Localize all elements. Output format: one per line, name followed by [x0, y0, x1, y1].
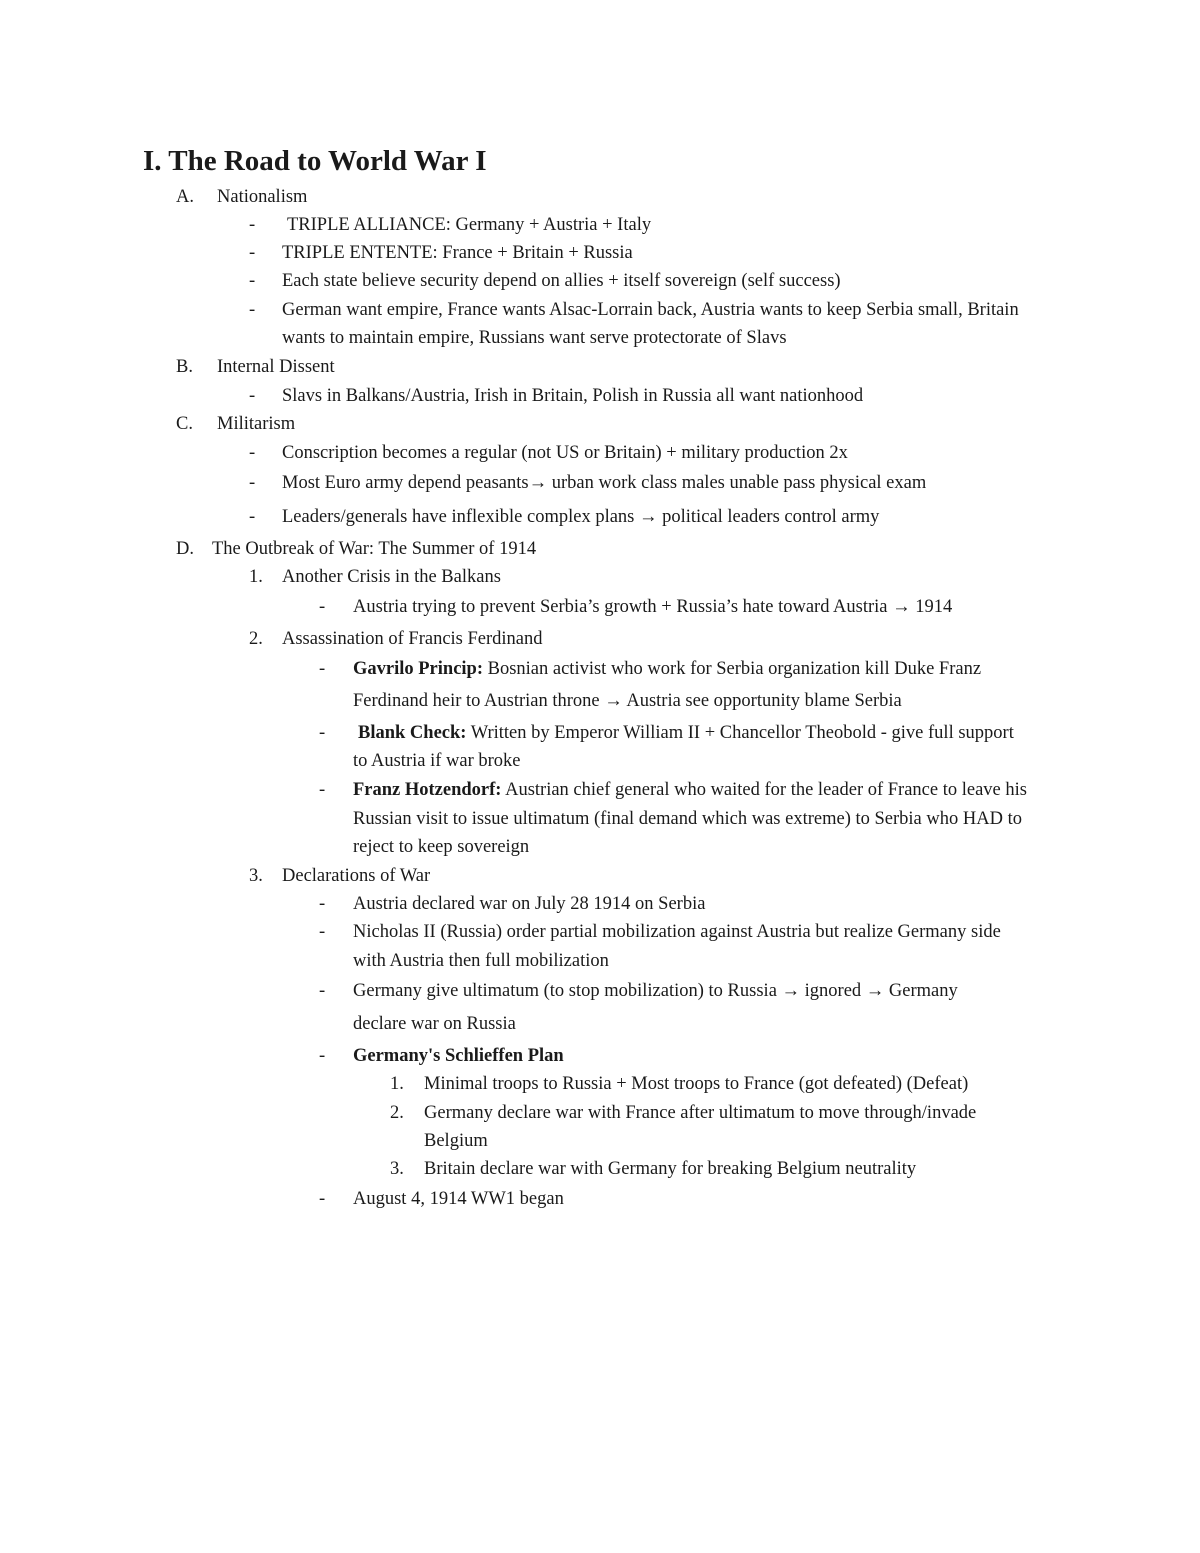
bullet-marker: -: [319, 659, 326, 679]
bullet-marker: -: [319, 723, 326, 743]
term-gavrilo-princip: Gavrilo Princip:: [353, 659, 483, 679]
bullet-marker: -: [319, 922, 326, 942]
list-item: Germany give ultimatum (to stop mobilization) to Russia → ignored → Germany: [353, 981, 958, 1001]
subsection-2-heading: Assassination of Francis Ferdinand: [282, 629, 543, 649]
bullet-marker: -: [319, 894, 326, 914]
definition-text: Written by Emperor William II + Chancellor Theobold - give full support: [466, 723, 1014, 743]
bullet-marker: -: [319, 1046, 326, 1066]
numbered-marker: 3.: [390, 1159, 404, 1179]
bullet-marker: -: [249, 443, 256, 463]
list-item-continuation: reject to keep sovereign: [353, 837, 530, 857]
term-franz-hotzendorf: Franz Hotzendorf:: [353, 780, 502, 800]
list-item: Leaders/generals have inflexible complex plans → political leaders control army: [282, 507, 880, 527]
list-item: Each state believe security depend on allies + itself sovereign (self success): [282, 271, 841, 291]
bullet-marker: -: [249, 215, 256, 235]
list-item-continuation: with Austria then full mobilization: [353, 951, 609, 971]
definition-text: Bosnian activist who work for Serbia organization kill Duke Franz: [483, 659, 982, 679]
bullet-marker: -: [249, 300, 256, 320]
numbered-item: Minimal troops to Russia + Most troops to France (got defeated) (Defeat): [424, 1074, 969, 1094]
section-a-marker: A.: [176, 187, 194, 207]
list-item: German want empire, France wants Alsac-Lorrain back, Austria wants to keep Serbia small, Britain: [282, 300, 1019, 320]
bullet-marker: -: [249, 243, 256, 263]
term-blank-check: Blank Check:: [358, 723, 467, 743]
subsection-1-heading: Another Crisis in the Balkans: [282, 567, 501, 587]
list-item: [353, 655, 981, 683]
numbered-marker: 2.: [390, 1103, 404, 1123]
numbered-item-continuation: Belgium: [424, 1131, 488, 1151]
subsection-1-marker: 1.: [249, 567, 263, 587]
list-item-continuation: to Austria if war broke: [353, 751, 521, 771]
list-item-continuation: Ferdinand heir to Austrian throne → Austria see opportunity blame Serbia: [353, 691, 902, 711]
bullet-marker: -: [319, 1189, 326, 1209]
list-item: TRIPLE ENTENTE: France + Britain + Russia: [282, 243, 633, 263]
section-d-heading: The Outbreak of War: The Summer of 1914: [212, 539, 537, 559]
subsection-3-heading: Declarations of War: [282, 866, 431, 886]
bullet-marker: -: [249, 473, 256, 493]
bullet-marker: -: [249, 271, 256, 291]
bullet-marker: -: [319, 981, 326, 1001]
list-item-continuation: wants to maintain empire, Russians want serve protectorate of Slavs: [282, 328, 787, 348]
section-d-marker: D.: [176, 539, 194, 559]
definition-text: Austrian chief general who waited for the leader of France to leave his: [501, 780, 1027, 800]
bullet-marker: -: [319, 597, 326, 617]
list-item-continuation: declare war on Russia: [353, 1014, 516, 1034]
list-item: Austria trying to prevent Serbia’s growth + Russia’s hate toward Austria → 1914: [353, 597, 953, 617]
schlieffen-plan-heading: Germany's Schlieffen Plan: [353, 1046, 564, 1066]
list-item: Nicholas II (Russia) order partial mobilization against Austria but realize Germany side: [353, 922, 1001, 942]
subsection-2-marker: 2.: [249, 629, 263, 649]
numbered-marker: 1.: [390, 1074, 404, 1094]
subsection-3-marker: 3.: [249, 866, 263, 886]
bullet-marker: -: [249, 386, 256, 406]
section-b-heading: Internal Dissent: [217, 357, 335, 377]
page-title: I. The Road to World War I: [143, 145, 487, 177]
section-a-heading: Nationalism: [217, 187, 308, 207]
list-item: TRIPLE ALLIANCE: Germany + Austria + Italy: [287, 215, 652, 235]
bullet-marker: -: [249, 507, 256, 527]
list-item-continuation: Russian visit to issue ultimatum (final demand which was extreme) to Serbia who HAD to: [353, 809, 1022, 829]
list-item: [353, 776, 1027, 804]
bullet-marker: -: [319, 780, 326, 800]
section-c-marker: C.: [176, 414, 193, 434]
list-item: Most Euro army depend peasants→ urban work class males unable pass physical exam: [282, 473, 927, 493]
section-c-heading: Militarism: [217, 414, 296, 434]
numbered-item: Germany declare war with France after ultimatum to move through/invade: [424, 1103, 977, 1123]
list-item: August 4, 1914 WW1 began: [353, 1189, 564, 1209]
list-item: Slavs in Balkans/Austria, Irish in Britain, Polish in Russia all want nationhood: [282, 386, 864, 406]
list-item: Conscription becomes a regular (not US or Britain) + military production 2x: [282, 443, 848, 463]
section-b-marker: B.: [176, 357, 193, 377]
list-item: [358, 719, 1014, 747]
list-item: Austria declared war on July 28 1914 on Serbia: [353, 894, 706, 914]
numbered-item: Britain declare war with Germany for breaking Belgium neutrality: [424, 1159, 917, 1179]
